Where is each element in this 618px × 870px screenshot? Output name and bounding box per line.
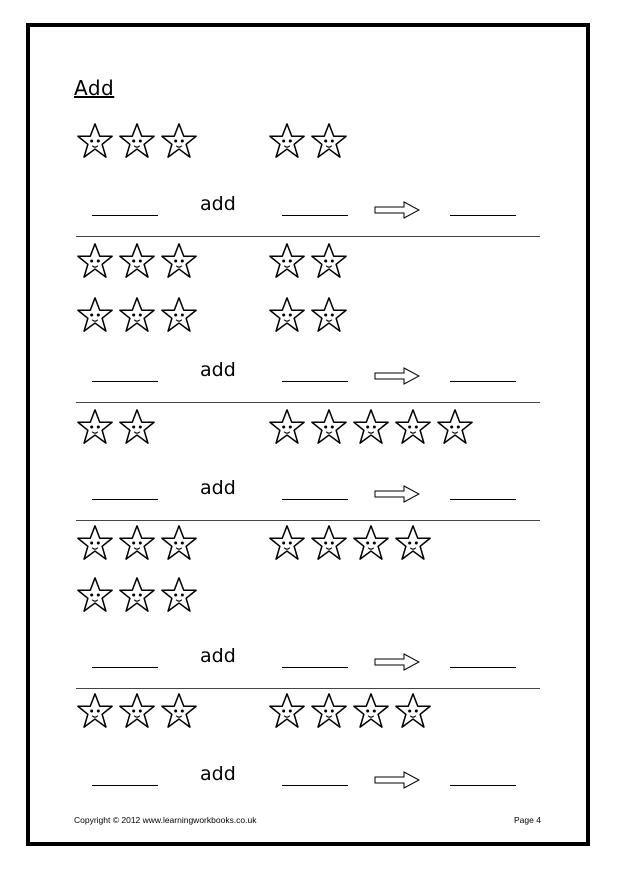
problem-4-left-stars-row-1 bbox=[76, 524, 202, 562]
star-face-icon bbox=[310, 242, 352, 280]
star-face-icon bbox=[352, 692, 394, 730]
star-face-icon bbox=[118, 242, 160, 280]
star-face-icon bbox=[160, 122, 202, 160]
star-face-icon bbox=[310, 408, 352, 446]
problem-2-second-blank[interactable] bbox=[282, 381, 348, 382]
problem-1-divider bbox=[76, 236, 540, 237]
problem-2-first-blank[interactable] bbox=[92, 381, 158, 382]
star-face-icon bbox=[118, 524, 160, 562]
problem-2-left-stars-row-1 bbox=[76, 242, 202, 280]
problem-3-second-blank[interactable] bbox=[282, 499, 348, 500]
problem-4-first-blank[interactable] bbox=[92, 667, 158, 668]
star-face-icon bbox=[268, 242, 310, 280]
problem-2-divider bbox=[76, 402, 540, 403]
problem-1-left-stars-row-1 bbox=[76, 122, 202, 160]
star-face-icon bbox=[76, 296, 118, 334]
star-face-icon bbox=[76, 692, 118, 730]
star-face-icon bbox=[268, 122, 310, 160]
footer-page-number: Page 4 bbox=[514, 815, 541, 825]
problem-1-operator-word: add bbox=[200, 193, 236, 215]
star-face-icon bbox=[352, 408, 394, 446]
problem-3-right-stars-row-1 bbox=[268, 408, 478, 446]
star-face-icon bbox=[118, 408, 160, 446]
problem-5-right-stars-row-1 bbox=[268, 692, 436, 730]
star-face-icon bbox=[352, 524, 394, 562]
problem-5-second-blank[interactable] bbox=[282, 785, 348, 786]
star-face-icon bbox=[76, 576, 118, 614]
star-face-icon bbox=[160, 576, 202, 614]
star-face-icon bbox=[118, 576, 160, 614]
problem-5-left-stars-row-1 bbox=[76, 692, 202, 730]
problem-2-left-stars-row-2 bbox=[76, 296, 202, 334]
problem-2-right-stars-row-1 bbox=[268, 242, 352, 280]
star-face-icon bbox=[436, 408, 478, 446]
problem-4-operator-word: add bbox=[200, 645, 236, 667]
star-face-icon bbox=[310, 296, 352, 334]
problem-4-divider bbox=[76, 688, 540, 689]
star-face-icon bbox=[76, 122, 118, 160]
star-face-icon bbox=[160, 524, 202, 562]
star-face-icon bbox=[268, 408, 310, 446]
right-arrow-icon bbox=[374, 485, 420, 503]
star-face-icon bbox=[310, 692, 352, 730]
problem-4-right-stars-row-1 bbox=[268, 524, 436, 562]
problem-1-answer-blank[interactable] bbox=[450, 215, 516, 216]
problem-3-divider bbox=[76, 520, 540, 521]
problem-2-answer-blank[interactable] bbox=[450, 381, 516, 382]
right-arrow-icon bbox=[374, 367, 420, 385]
problem-1-first-blank[interactable] bbox=[92, 215, 158, 216]
right-arrow-icon bbox=[374, 653, 420, 671]
page-title: Add bbox=[74, 76, 115, 100]
problem-3-first-blank[interactable] bbox=[92, 499, 158, 500]
star-face-icon bbox=[76, 524, 118, 562]
problem-4-second-blank[interactable] bbox=[282, 667, 348, 668]
problem-2-operator-word: add bbox=[200, 359, 236, 381]
problem-5-operator-word: add bbox=[200, 763, 236, 785]
star-face-icon bbox=[160, 296, 202, 334]
problem-5-first-blank[interactable] bbox=[92, 785, 158, 786]
star-face-icon bbox=[268, 296, 310, 334]
problem-3-left-stars-row-1 bbox=[76, 408, 160, 446]
right-arrow-icon bbox=[374, 771, 420, 789]
star-face-icon bbox=[268, 692, 310, 730]
problem-2-right-stars-row-2 bbox=[268, 296, 352, 334]
worksheet-frame bbox=[26, 23, 590, 846]
right-arrow-icon bbox=[374, 201, 420, 219]
star-face-icon bbox=[160, 692, 202, 730]
star-face-icon bbox=[118, 122, 160, 160]
problem-4-answer-blank[interactable] bbox=[450, 667, 516, 668]
star-face-icon bbox=[268, 524, 310, 562]
star-face-icon bbox=[76, 408, 118, 446]
star-face-icon bbox=[160, 242, 202, 280]
star-face-icon bbox=[394, 408, 436, 446]
problem-1-right-stars-row-1 bbox=[268, 122, 352, 160]
problem-3-operator-word: add bbox=[200, 477, 236, 499]
star-face-icon bbox=[394, 692, 436, 730]
star-face-icon bbox=[310, 524, 352, 562]
problem-1-second-blank[interactable] bbox=[282, 215, 348, 216]
problem-5-answer-blank[interactable] bbox=[450, 785, 516, 786]
star-face-icon bbox=[310, 122, 352, 160]
star-face-icon bbox=[76, 242, 118, 280]
problem-3-answer-blank[interactable] bbox=[450, 499, 516, 500]
star-face-icon bbox=[118, 296, 160, 334]
star-face-icon bbox=[118, 692, 160, 730]
star-face-icon bbox=[394, 524, 436, 562]
footer-copyright: Copyright © 2012 www.learningworkbooks.co.uk bbox=[74, 815, 257, 825]
problem-4-left-stars-row-2 bbox=[76, 576, 202, 614]
